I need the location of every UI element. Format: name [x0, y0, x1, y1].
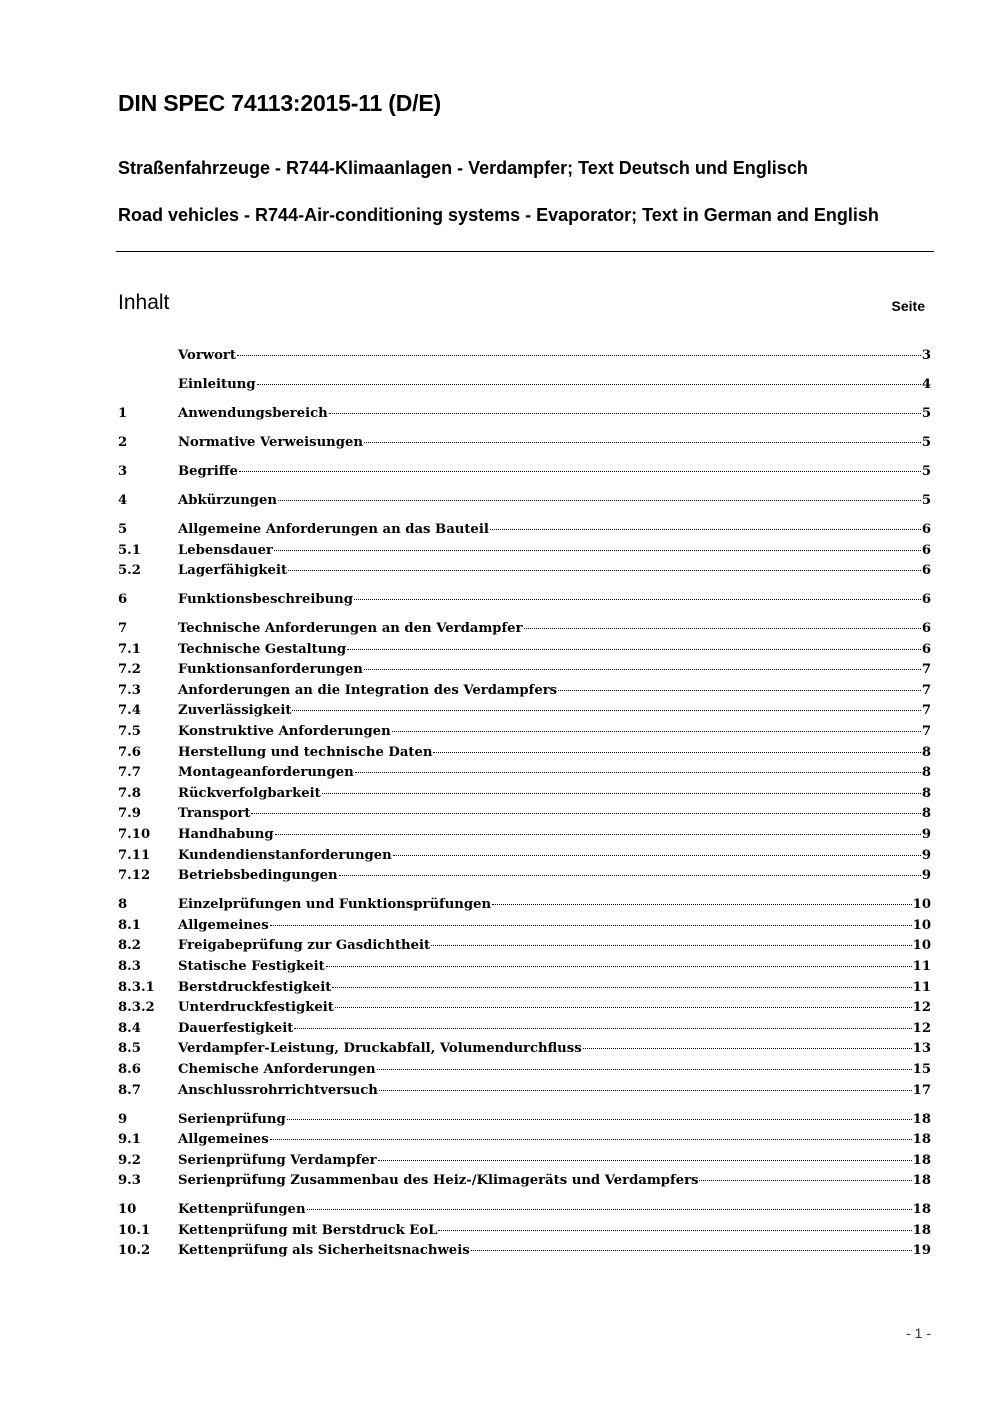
toc-entry[interactable] — [118, 1060, 931, 1081]
toc-entry-page: 5 — [921, 434, 931, 450]
toc-entry-page: 7 — [921, 724, 931, 740]
toc-entry-title[interactable]: Abkürzungen — [178, 492, 277, 508]
toc-entry-page: 18 — [912, 1111, 931, 1127]
toc-entry-title[interactable]: Verdampfer-Leistung, Druckabfall, Volumendurchfluss — [178, 1041, 582, 1057]
toc-entry[interactable] — [118, 1241, 931, 1262]
toc-entry-title[interactable]: Statische Festigkeit — [178, 958, 325, 974]
toc-entry-page: 11 — [912, 958, 931, 974]
toc-entry[interactable] — [118, 1110, 931, 1131]
toc-entry-page: 11 — [912, 979, 931, 995]
toc-entry-title[interactable]: Betriebsbedingungen — [178, 868, 338, 884]
toc-entry-number: 7.2 — [118, 662, 141, 678]
toc-dot-leader — [490, 529, 921, 530]
toc-entry-number: 5 — [118, 521, 128, 537]
toc-entry-title[interactable]: Kettenprüfung mit Berstdruck EoL — [178, 1222, 438, 1238]
toc-entry-number: 5.1 — [118, 542, 141, 558]
toc-dot-leader — [699, 1180, 911, 1181]
toc-entry[interactable] — [118, 1081, 931, 1102]
toc-entry-number: 7.6 — [118, 744, 141, 760]
toc-entry-title[interactable]: Serienprüfung Verdampfer — [178, 1152, 377, 1168]
toc-entry-number: 8.7 — [118, 1082, 141, 1098]
toc-entry[interactable] — [118, 866, 931, 887]
toc-entry-number: 7 — [118, 621, 128, 637]
toc-dot-leader — [329, 413, 921, 414]
toc-dot-leader — [438, 1230, 911, 1231]
toc-entry[interactable] — [118, 1200, 931, 1221]
toc-dot-leader — [558, 690, 921, 691]
toc-dot-leader — [237, 355, 921, 356]
toc-dot-leader — [322, 793, 921, 794]
toc-entry-title[interactable]: Rückverfolgbarkeit — [178, 785, 321, 801]
toc-entry[interactable] — [118, 520, 931, 541]
toc-entry-title[interactable]: Dauerfestigkeit — [178, 1020, 294, 1036]
toc-entry-page: 9 — [921, 847, 931, 863]
toc-entry-page: 7 — [921, 662, 931, 678]
toc-entry-title[interactable]: Serienprüfung — [178, 1111, 286, 1127]
toc-entry-number: 7.11 — [118, 847, 151, 863]
toc-entry-page: 6 — [921, 592, 931, 608]
toc-dot-leader — [583, 1048, 912, 1049]
toc-dot-leader — [332, 987, 911, 988]
toc-entry[interactable] — [118, 1151, 931, 1172]
toc-entry-number: 10.1 — [118, 1222, 151, 1238]
toc-entry[interactable] — [118, 1221, 931, 1242]
toc-entry[interactable] — [118, 957, 931, 978]
footer-page-number: - 1 - — [906, 1325, 931, 1341]
toc-dot-leader — [339, 875, 921, 876]
toc-entry-page: 18 — [912, 1202, 931, 1218]
toc-entry-number: 10 — [118, 1202, 137, 1218]
toc-entry-title[interactable]: Anschlussrohrrichtversuch — [178, 1082, 378, 1098]
toc-entry[interactable] — [118, 743, 931, 764]
toc-entry-title[interactable]: Konstruktive Anforderungen — [178, 724, 391, 740]
toc-entry[interactable] — [118, 590, 931, 611]
toc-entry-number: 8.3 — [118, 958, 141, 974]
toc-entry-page: 18 — [912, 1152, 931, 1168]
toc-dot-leader — [377, 1069, 912, 1070]
toc-entry-title[interactable]: Lebensdauer — [178, 542, 273, 558]
toc-entry[interactable] — [118, 936, 931, 957]
toc-entry[interactable] — [118, 404, 931, 425]
toc-dot-leader — [257, 384, 921, 385]
toc-entry-page: 8 — [921, 765, 931, 781]
toc-entry-title[interactable]: Serienprüfung Zusammenbau des Heiz-/Klimageräts und Verdampfers — [178, 1173, 699, 1189]
toc-entry-title[interactable]: Kundendienstanforderungen — [178, 847, 392, 863]
toc-entry-number: 7.10 — [118, 827, 151, 842]
toc-dot-leader — [524, 628, 921, 629]
toc-entry-title[interactable]: Einleitung — [178, 376, 256, 392]
toc-entry-title[interactable]: Funktionsbeschreibung — [178, 592, 353, 608]
toc-dot-leader — [433, 752, 920, 753]
toc-entry[interactable] — [118, 846, 931, 867]
toc-entry-title[interactable]: Freigabeprüfung zur Gasdichtheit — [178, 938, 431, 954]
toc-entry-page: 6 — [921, 563, 931, 579]
toc-entry-title[interactable]: Lagerfähigkeit — [178, 563, 288, 579]
toc-entry-page: 7 — [921, 682, 931, 698]
toc-entry[interactable] — [118, 978, 931, 999]
toc-dot-leader — [335, 1007, 912, 1008]
toc-entry-title[interactable]: Allgemeine Anforderungen an das Bauteil — [178, 521, 489, 537]
toc-entry[interactable] — [118, 784, 931, 805]
toc-entry[interactable] — [118, 640, 931, 661]
toc-entry-title[interactable]: Transport — [178, 806, 251, 822]
toc-dot-leader — [287, 1119, 912, 1120]
toc-entry-page: 17 — [912, 1082, 931, 1098]
toc-dot-leader — [274, 550, 921, 551]
toc-entry-title[interactable]: Begriffe — [178, 463, 238, 479]
toc-entry-title[interactable]: Technische Anforderungen an den Verdampfer — [178, 621, 523, 637]
toc-entry-number: 7.7 — [118, 765, 141, 781]
toc-dot-leader — [355, 772, 921, 773]
toc-entry[interactable] — [118, 804, 931, 825]
toc-entry-page: 6 — [921, 621, 931, 637]
toc-entry[interactable] — [118, 462, 931, 483]
toc-entry-page: 9 — [921, 827, 931, 842]
toc-entry-page: 18 — [912, 1132, 931, 1148]
toc-entry[interactable] — [118, 541, 931, 562]
toc-entry-page: 5 — [921, 463, 931, 479]
contents-heading: Inhalt — [118, 291, 170, 314]
toc-dot-leader — [288, 570, 921, 571]
toc-entry[interactable] — [118, 1130, 931, 1151]
toc-entry-page: 6 — [921, 641, 931, 657]
toc-entry-page: 6 — [921, 521, 931, 537]
toc-entry-page: 8 — [921, 806, 931, 822]
subtitle-german: Straßenfahrzeuge - R744-Klimaanlagen - Verdampfer; Text Deutsch und Englisch — [118, 158, 808, 178]
toc-entry-title[interactable]: Anforderungen an die Integration des Verdampfers — [178, 682, 558, 698]
toc-entry[interactable] — [118, 825, 931, 846]
toc-entry[interactable] — [118, 681, 931, 702]
toc-dot-leader — [251, 813, 920, 814]
toc-dot-leader — [278, 500, 921, 501]
toc-entry-number: 8.4 — [118, 1020, 141, 1036]
toc-entry-page: 12 — [912, 1000, 931, 1016]
toc-entry-number: 7.9 — [118, 806, 141, 822]
toc-entry[interactable] — [118, 619, 931, 640]
toc-entry-title[interactable]: Montageanforderungen — [178, 765, 354, 781]
toc-dot-leader — [307, 1209, 912, 1210]
toc-entry-page: 3 — [921, 348, 931, 363]
toc-entry-title[interactable]: Handhabung — [178, 827, 274, 842]
toc-dot-leader — [347, 649, 921, 650]
toc-entry[interactable] — [118, 660, 931, 681]
toc-entry-title[interactable]: Allgemeines — [178, 1132, 269, 1148]
toc-entry[interactable] — [118, 346, 931, 367]
toc-entry-title[interactable]: Unterdruckfestigkeit — [178, 1000, 334, 1016]
toc-entry-number: 1 — [118, 405, 128, 421]
toc-entry-number: 7.1 — [118, 641, 141, 657]
toc-dot-leader — [239, 471, 921, 472]
table-of-contents — [118, 346, 931, 1262]
toc-entry-number: 7.4 — [118, 703, 141, 719]
toc-entry-title[interactable]: Kettenprüfungen — [178, 1202, 306, 1218]
toc-entry-page: 12 — [912, 1020, 931, 1036]
toc-entry-page: 10 — [912, 897, 931, 913]
toc-dot-leader — [292, 710, 920, 711]
toc-entry-number: 8.3.2 — [118, 1000, 155, 1016]
toc-entry-title[interactable]: Anwendungsbereich — [178, 405, 328, 421]
toc-entry-number: 7.3 — [118, 682, 141, 698]
toc-entry-number: 7.5 — [118, 724, 141, 740]
document-title: DIN SPEC 74113:2015-11 (D/E) — [118, 90, 441, 116]
toc-entry-title[interactable]: Funktionsanforderungen — [178, 662, 363, 678]
toc-entry-page: 5 — [921, 492, 931, 508]
toc-entry-number: 4 — [118, 492, 128, 508]
toc-entry-number: 9.3 — [118, 1173, 141, 1189]
toc-entry-page: 10 — [912, 938, 931, 954]
toc-entry-title[interactable]: Normative Verweisungen — [178, 434, 363, 450]
toc-entry-number: 9 — [118, 1111, 128, 1127]
toc-dot-leader — [431, 945, 912, 946]
toc-dot-leader — [270, 1139, 912, 1140]
toc-dot-leader — [354, 599, 921, 600]
toc-dot-leader — [393, 855, 921, 856]
toc-entry-page: 8 — [921, 744, 931, 760]
toc-entry-number: 3 — [118, 463, 128, 479]
toc-dot-leader — [364, 669, 921, 670]
toc-entry-title[interactable]: Einzelprüfungen und Funktionsprüfungen — [178, 897, 492, 913]
toc-entry-number: 8.1 — [118, 917, 141, 933]
toc-entry[interactable] — [118, 433, 931, 454]
toc-entry-page: 10 — [912, 917, 931, 933]
title-divider — [116, 251, 934, 252]
toc-entry-number: 8.3.1 — [118, 979, 155, 995]
toc-entry[interactable] — [118, 895, 931, 916]
toc-entry[interactable] — [118, 561, 931, 582]
toc-entry-title[interactable]: Zuverlässigkeit — [178, 703, 292, 719]
toc-entry-page: 9 — [921, 868, 931, 884]
toc-entry-page: 18 — [912, 1222, 931, 1238]
toc-entry-title[interactable]: Technische Gestaltung — [178, 641, 347, 657]
toc-entry-number: 8 — [118, 897, 128, 913]
toc-dot-leader — [326, 966, 912, 967]
toc-dot-leader — [294, 1028, 911, 1029]
toc-dot-leader — [275, 834, 921, 835]
toc-entry-number: 10.2 — [118, 1243, 151, 1259]
toc-entry-page: 6 — [921, 542, 931, 558]
toc-entry-page: 13 — [912, 1041, 931, 1057]
toc-entry-page: 15 — [912, 1061, 931, 1077]
toc-entry-number: 2 — [118, 434, 128, 450]
toc-dot-leader — [492, 904, 912, 905]
toc-dot-leader — [379, 1090, 912, 1091]
toc-entry[interactable] — [118, 998, 931, 1019]
subtitle-english: Road vehicles - R744-Air-conditioning systems - Evaporator; Text in German and English — [118, 205, 879, 225]
toc-dot-leader — [364, 442, 921, 443]
toc-entry[interactable] — [118, 1019, 931, 1040]
toc-entry-page: 18 — [912, 1173, 931, 1189]
toc-entry-number: 7.12 — [118, 868, 151, 884]
toc-entry-number: 6 — [118, 592, 128, 608]
toc-entry-title[interactable]: Allgemeines — [178, 917, 269, 933]
toc-entry-number: 8.2 — [118, 938, 141, 954]
toc-entry[interactable] — [118, 701, 931, 722]
toc-entry-page: 4 — [921, 376, 931, 392]
page-column-label: Seite — [891, 298, 925, 314]
toc-entry[interactable] — [118, 375, 931, 396]
toc-entry-page: 19 — [912, 1243, 931, 1259]
toc-entry-title[interactable]: Herstellung und technische Daten — [178, 744, 433, 760]
toc-entry-page: 7 — [921, 703, 931, 719]
toc-entry[interactable] — [118, 1039, 931, 1060]
toc-entry-number: 5.2 — [118, 563, 141, 579]
toc-entry-number: 7.8 — [118, 785, 141, 801]
toc-dot-leader — [270, 925, 912, 926]
toc-dot-leader — [392, 731, 921, 732]
toc-entry-number: 8.6 — [118, 1061, 141, 1077]
toc-entry-title[interactable]: Chemische Anforderungen — [178, 1061, 376, 1077]
toc-entry[interactable] — [118, 763, 931, 784]
toc-entry[interactable] — [118, 722, 931, 743]
toc-dot-leader — [378, 1160, 912, 1161]
toc-entry-title[interactable]: Berstdruckfestigkeit — [178, 979, 332, 995]
toc-entry-number: 9.2 — [118, 1152, 141, 1168]
toc-entry-page: 5 — [921, 405, 931, 421]
toc-entry-page: 8 — [921, 785, 931, 801]
toc-entry[interactable] — [118, 916, 931, 937]
toc-entry-title[interactable]: Vorwort — [178, 348, 236, 363]
toc-entry-number: 8.5 — [118, 1041, 141, 1057]
toc-entry[interactable] — [118, 1171, 931, 1192]
toc-dot-leader — [471, 1250, 912, 1251]
toc-entry-title[interactable]: Kettenprüfung als Sicherheitsnachweis — [178, 1243, 470, 1259]
toc-entry-number: 9.1 — [118, 1132, 141, 1148]
toc-entry[interactable] — [118, 491, 931, 512]
